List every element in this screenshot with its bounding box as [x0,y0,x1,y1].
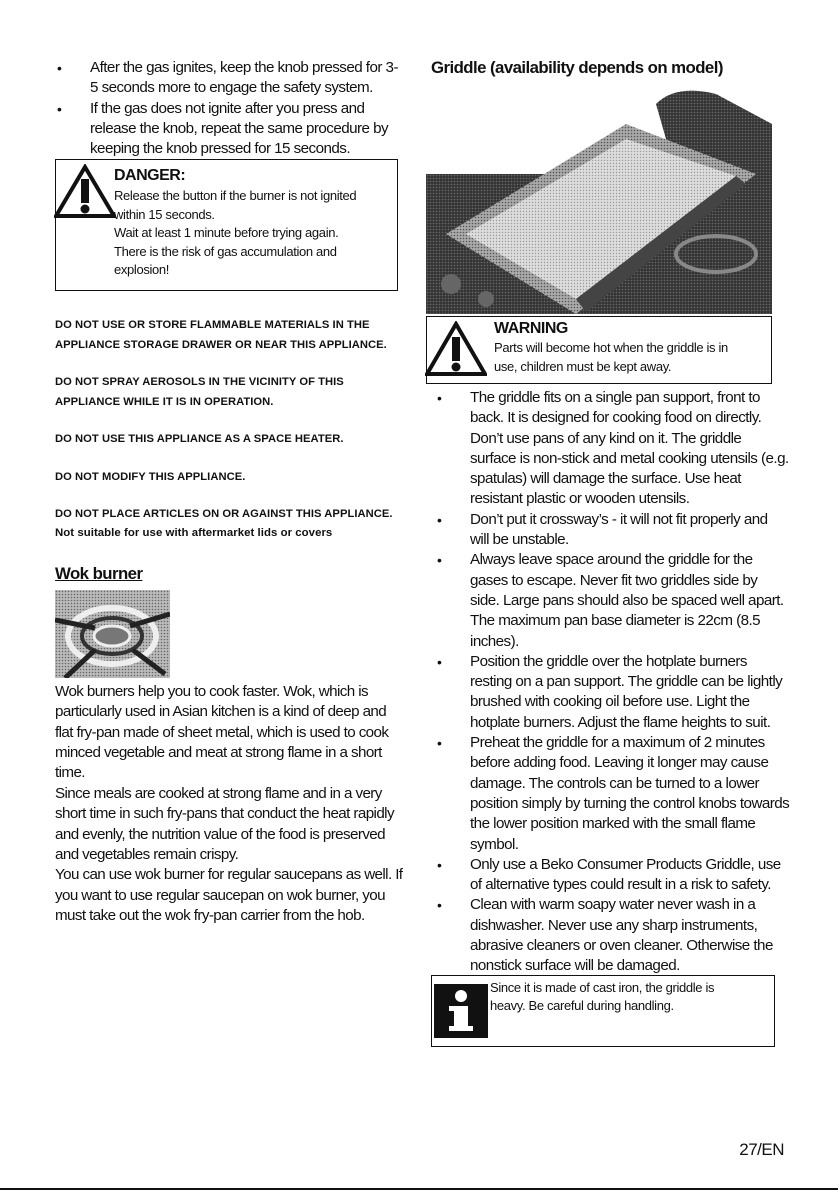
list-item: • Don’t put it crossway’s - it will not fit properly and will be unstable. [435,510,790,551]
griddle-image [426,84,772,314]
info-line: heavy. Be careful during handling. [490,998,674,1014]
wok-heading: Wok burner [55,563,143,583]
danger-text [114,187,394,280]
wok-burner-image [55,590,170,678]
list-item: • Clean with warm soapy water never wash in a dishwasher. Never use any sharp instruments, abrasive cleaners or oven cleaner. Otherwise the nonstick surface will be damaged. [435,895,790,976]
danger-line: within 15 seconds. [114,206,215,222]
warning-box [426,316,772,384]
notice-space-heater: DO NOT USE THIS APPLIANCE AS A SPACE HEATER. [55,433,344,446]
warning-text [494,339,769,376]
warning-line: use, children must be kept away. [494,358,672,374]
info-box [431,975,775,1047]
wok-paragraph: Wok burners help you to cook faster. Wok, which is particularly used in Asian kitchen is a kind of deep and flat fry-pan made of sheet metal, which is used to cook minced vegetable and meat at strong flame in a short time. [55,682,389,782]
notice-modify: DO NOT MODIFY THIS APPLIANCE. [55,470,246,483]
wok-text [55,682,405,927]
bottom-rule [0,1188,838,1190]
griddle-bullets [435,388,790,977]
notice-aerosols: DO NOT SPRAY AEROSOLS IN THE VICINITY OF THIS APPLIANCE WHILE IT IS IN OPERATION. [55,376,344,408]
page-number: 27/EN [739,1140,784,1159]
list-item: • The griddle fits on a single pan support, front to back. It is designed for cooking food on directly. Don’t use pans of any kind on it. The griddle surface is non-stick and metal cooking utensils (e.g. spatulas) will damage the surface. Use heat resistant plastic or wooden utensils. [435,388,790,510]
list-item: • After the gas ignites, keep the knob pressed for 3-5 seconds more to engage the safety system. [55,58,400,99]
right-column [431,58,791,1047]
warning-line: Parts will become hot when the griddle is in [494,340,728,355]
danger-line: Wait at least 1 minute before trying again. [114,225,339,241]
list-item: • Preheat the griddle for a maximum of 2 minutes before adding food. Leaving it longer may cause damage. The controls can be turned to a lower position simply by turning the control knobs towards the lower position marked with the small flame symbol. [435,733,790,855]
info-icon [434,984,488,1038]
list-item: • If the gas does not ignite after you press and release the knob, repeat the same procedure by keeping the knob pressed for 15 seconds. [55,99,400,160]
griddle-heading: Griddle (availability depends on model) [431,58,723,77]
warning-triangle-icon [425,321,487,377]
wok-paragraph: Since meals are cooked at strong flame and in a very short time in such fry-pans that conduct the heat rapidly and evenly, the nutrition value of the food is preserved and vegetables remain crispy. [55,784,394,863]
danger-box [55,159,398,291]
warning-title: WARNING [494,320,568,337]
caps-notices [55,316,400,543]
list-item: • Only use a Beko Consumer Products Griddle, use of alternative types could result in a risk to safety. [435,855,790,896]
wok-paragraph: You can use wok burner for regular saucepans as well. If you want to use regular saucepan on wok burner, you must take out the wok fry-pan carrier from the hob. [55,866,403,925]
list-item: • Always leave space around the griddle for the gases to escape. Never fit two griddles side by side. Large pans should also be spaced well apart. The maximum pan base diameter is 22cm (8.5 inches). [435,550,790,651]
info-line: Since it is made of cast iron, the griddle is [490,979,715,995]
info-text [490,979,770,1016]
danger-line: There is the risk of gas accumulation and [114,243,337,259]
notice-flammable: DO NOT USE OR STORE FLAMMABLE MATERIALS IN THE APPLIANCE STORAGE DRAWER OR NEAR THIS APPLIANCE. [55,319,387,351]
danger-line: explosion! [114,262,170,278]
warning-triangle-icon [54,164,116,218]
notice-aftermarket: Not suitable for use with aftermarket lids or covers [55,527,333,540]
ignition-bullets [55,58,400,159]
notice-place-articles: DO NOT PLACE ARTICLES ON OR AGAINST THIS APPLIANCE. [55,507,393,520]
danger-title: DANGER: [114,167,186,185]
danger-line: Release the button if the burner is not ignited [114,188,357,204]
left-column [55,58,403,927]
list-item: • Position the griddle over the hotplate burners resting on a pan support. The griddle can be lightly brushed with cooking oil before use. Light the hotplate burners. Adjust the flame heights to suit. [435,652,790,733]
